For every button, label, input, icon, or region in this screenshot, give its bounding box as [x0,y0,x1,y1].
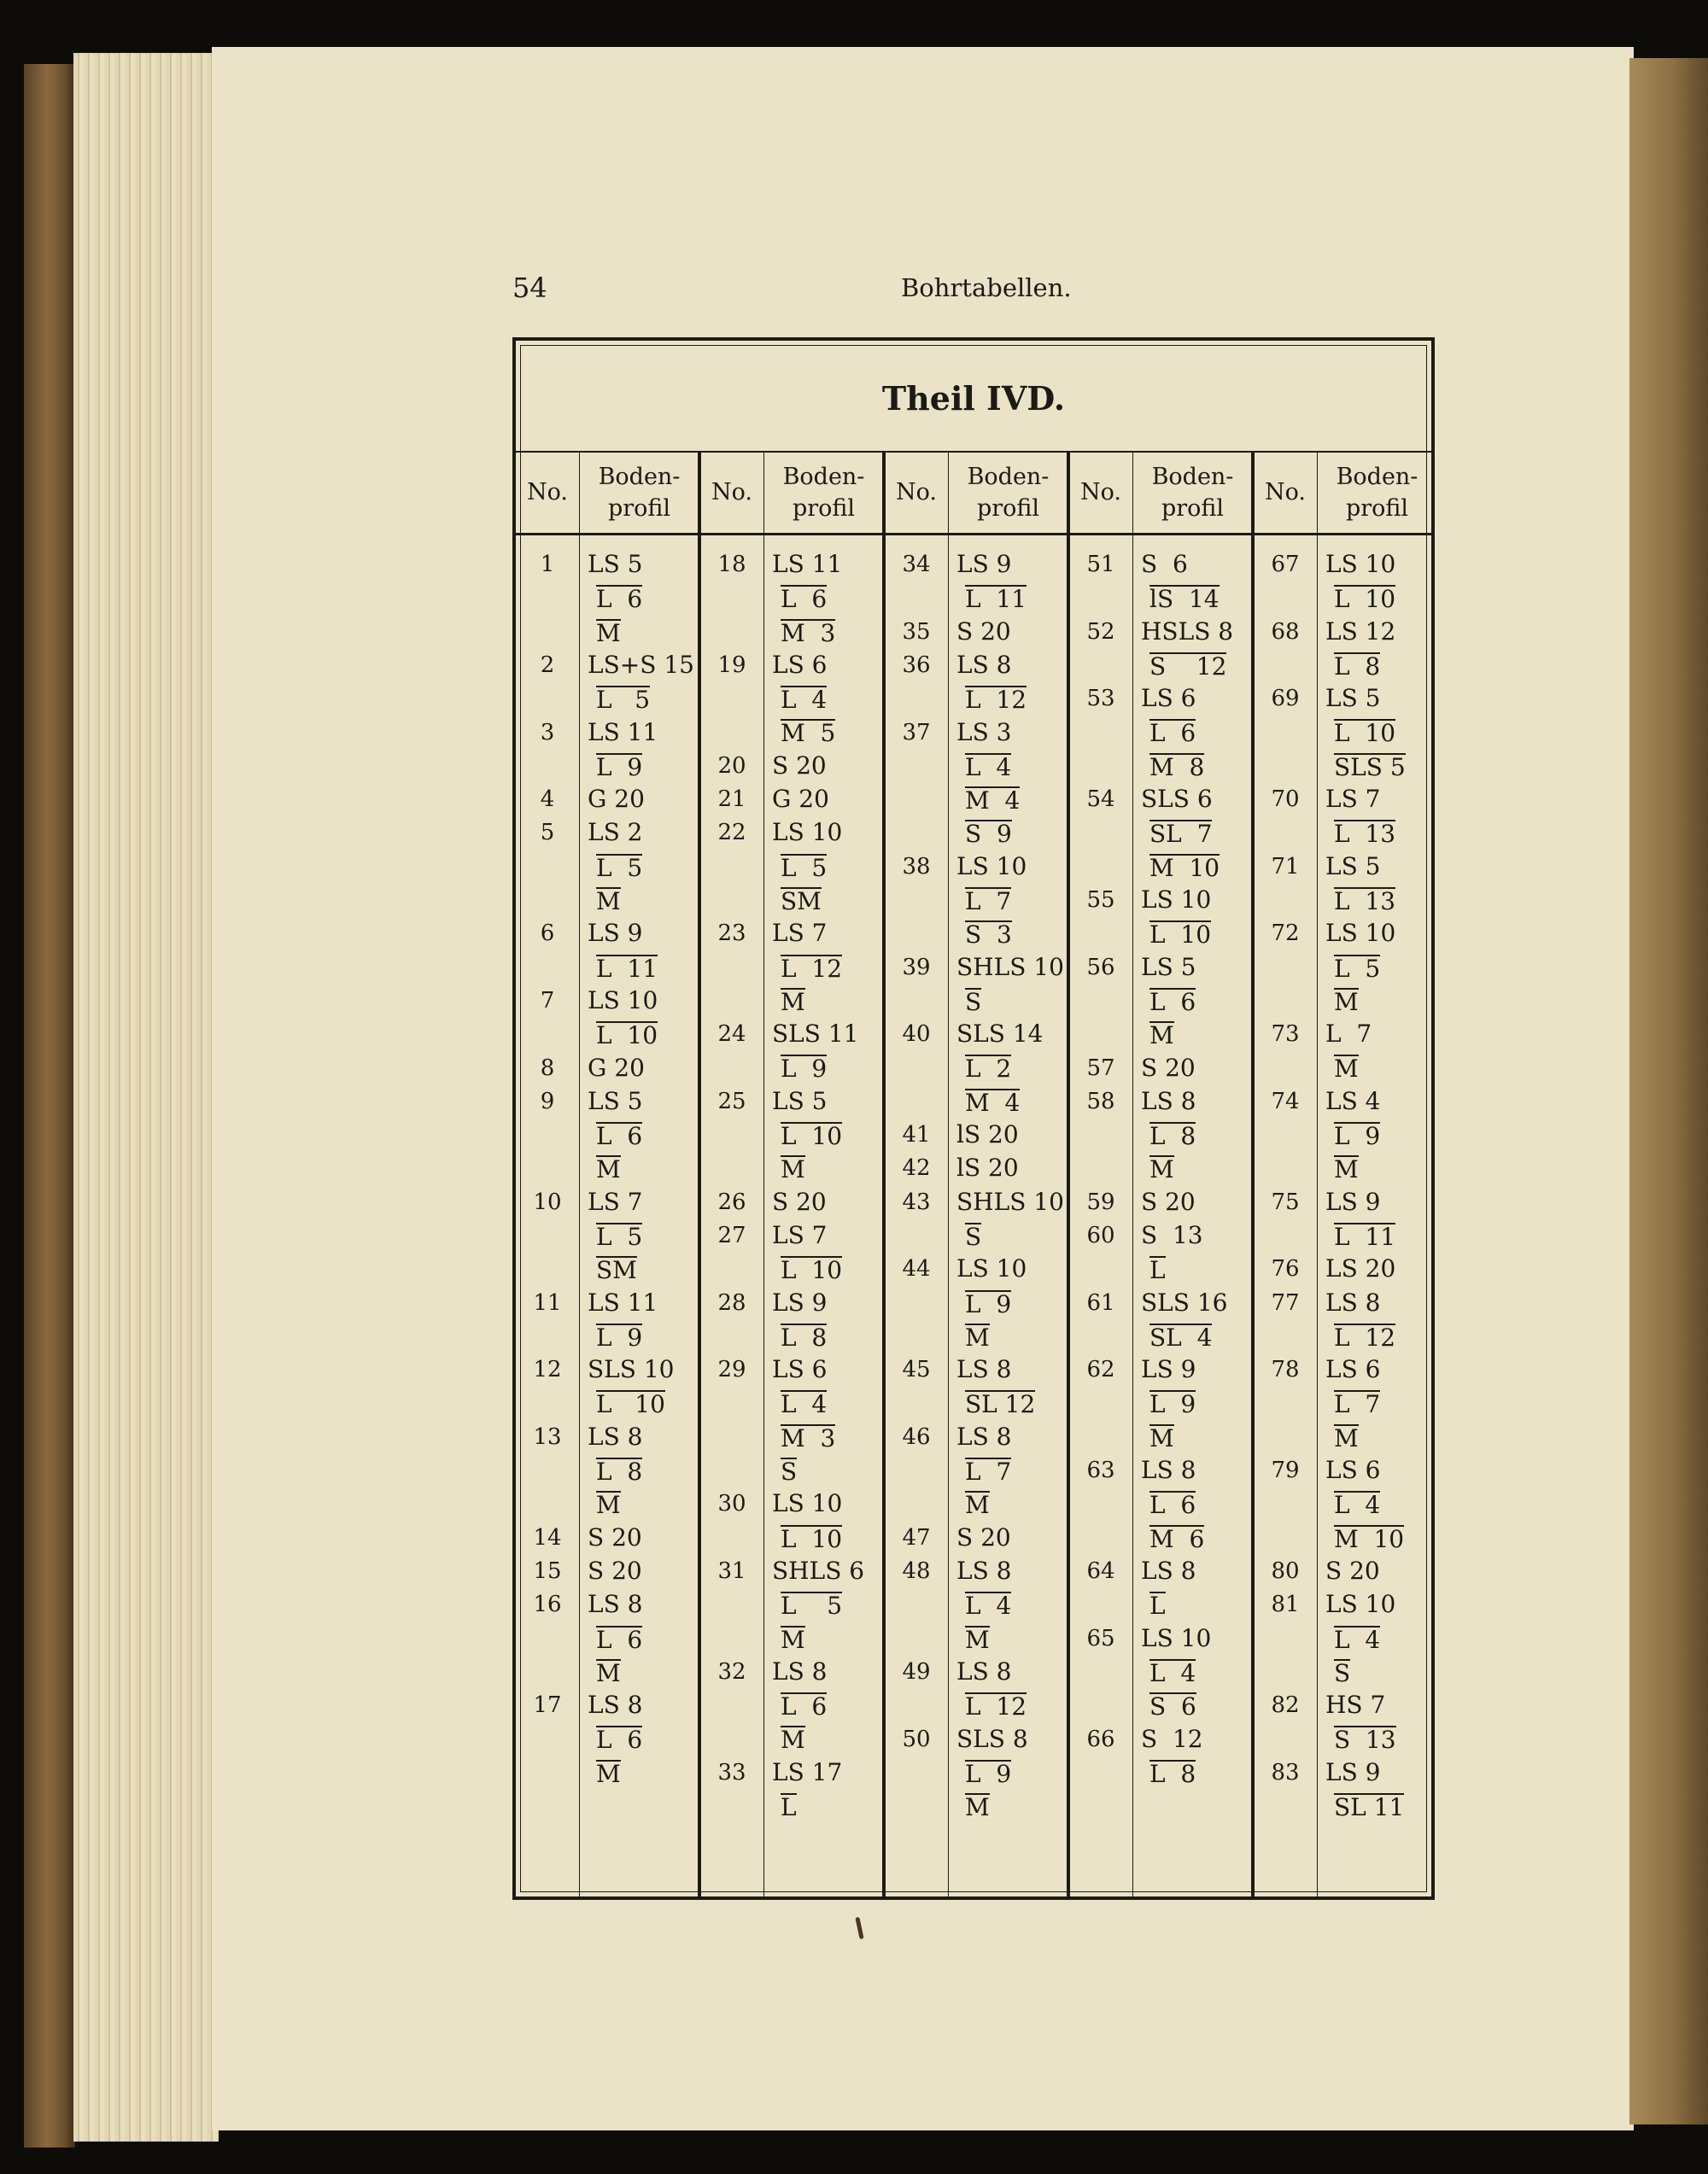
profile-layer: SHLS 10 [956,952,1064,981]
entry-number: 44 [902,1256,931,1283]
entry-number: 5 [540,820,555,846]
profile-layer: SM [781,886,822,915]
header-no: No. [896,479,937,506]
profile-layer: M 3 [781,618,836,647]
profile-layer: lS 20 [956,1154,1019,1183]
entry-number: 49 [902,1658,931,1685]
profile-layer: M [781,1625,805,1654]
entry-number: 75 [1271,1189,1300,1215]
profile-layer: L 12 [781,954,843,983]
profile-layer: SL 4 [1149,1323,1213,1352]
entry-number: 2 [540,652,555,678]
profile-layer: LS 10 [1141,885,1212,914]
profile-layer: M [596,618,621,647]
column-rule [1132,451,1133,1896]
profile-layer: L 11 [596,954,658,983]
profile-layer: LS 11 [588,1288,658,1317]
entry-number: 45 [902,1357,931,1383]
profile-layer: SLS 11 [772,1020,859,1049]
profile-layer: M [1149,1155,1174,1184]
entry-number: 47 [902,1524,931,1551]
profile-layer: L [1149,1256,1166,1285]
entry-number: 52 [1086,618,1115,645]
entry-number: 53 [1086,686,1115,712]
entry-number: 1 [540,552,555,577]
profile-layer: L 4 [965,752,1012,781]
profile-layer: S [1334,1658,1351,1687]
profile-layer: S 20 [1325,1557,1380,1585]
profile-layer: L 10 [781,1524,843,1553]
profile-layer: LS 9 [1325,1757,1381,1786]
profile-layer: L 8 [781,1323,828,1352]
entry-number: 11 [533,1289,562,1316]
profile-layer: L 13 [1334,820,1396,849]
book-spine [24,64,75,2148]
profile-layer: LS 10 [772,1489,843,1518]
profile-layer: SL 12 [965,1390,1036,1419]
profile-layer: M [965,1625,990,1654]
profile-layer: L 6 [1149,1491,1196,1520]
profile-layer: S 20 [588,1522,642,1552]
entry-number: 71 [1271,853,1300,880]
entry-number: 27 [717,1223,746,1248]
profile-layer: M [596,886,621,915]
profile-layer: S [781,1458,798,1487]
entry-number: 22 [717,820,746,846]
profile-layer: S 13 [1141,1221,1203,1249]
header-no: No. [527,479,568,506]
profile-layer: M 10 [1149,853,1220,882]
table-frame [512,337,1435,1900]
profile-layer: S 6 [1149,1692,1196,1721]
entry-number: 55 [1086,887,1115,913]
entry-number: 81 [1271,1592,1300,1618]
profile-layer: L 5 [596,686,651,715]
profile-layer: SLS 10 [588,1355,675,1384]
entry-number: 16 [533,1592,562,1618]
profile-layer: M [781,1726,805,1755]
profile-layer: L [1149,1592,1166,1621]
header-bodenprofil: Boden- profil [782,463,865,522]
profile-layer: G 20 [588,1053,645,1082]
entry-number: 74 [1271,1088,1300,1114]
profile-layer: L 5 [781,1592,843,1621]
entry-number: 14 [533,1524,562,1551]
entry-number: 78 [1271,1357,1300,1383]
profile-layer: LS 9 [772,1288,828,1317]
profile-layer: LS 5 [1325,851,1381,880]
profile-layer: L 6 [596,1726,643,1755]
entry-number: 32 [717,1658,746,1685]
profile-layer: L 7 [965,886,1012,915]
profile-layer: S 9 [965,820,1012,849]
profile-layer: L 7 [1325,1020,1372,1049]
entry-number: 80 [1271,1558,1300,1584]
profile-layer: L 4 [1334,1491,1381,1520]
profile-layer: L 6 [596,1122,643,1151]
entry-number: 82 [1271,1692,1300,1719]
profile-layer: M 5 [781,719,836,748]
profile-layer: LS 6 [772,650,828,679]
entry-number: 46 [902,1423,931,1450]
profile-layer: LS 6 [772,1355,828,1384]
profile-layer: LS 8 [588,1691,643,1720]
profile-layer: M [596,1759,621,1788]
profile-layer: L 10 [596,1390,665,1419]
profile-layer: M [965,1793,990,1822]
profile-layer: LS 8 [588,1422,643,1451]
entry-number: 56 [1086,954,1115,980]
profile-layer: lS 14 [1149,585,1220,614]
header-bodenprofil: Boden- profil [1336,463,1418,522]
profile-layer: L 10 [596,1021,658,1050]
entry-number: 30 [717,1491,746,1517]
profile-layer: L 4 [1149,1658,1196,1687]
entry-number: 17 [533,1692,562,1719]
profile-layer: LS 8 [1325,1288,1381,1317]
entry-number: 6 [540,920,555,947]
profile-layer: LS 5 [1141,952,1196,981]
profile-layer: L 13 [1334,886,1396,915]
profile-layer: M [1334,1423,1359,1452]
entry-number: 13 [533,1423,562,1450]
entry-number: 48 [902,1558,931,1584]
profile-layer: LS 6 [1325,1456,1381,1485]
profile-layer: LS 6 [1141,684,1196,713]
profile-layer: S 20 [1141,1187,1196,1216]
profile-layer: LS 5 [1325,684,1381,713]
entry-number: 58 [1086,1088,1115,1114]
header-no: No. [1080,479,1121,506]
adjacent-page-edge [1629,58,1708,2124]
profile-layer: L 10 [1334,585,1396,614]
profile-layer: LS 8 [1141,1086,1196,1115]
profile-layer: L 2 [965,1055,1012,1084]
entry-number: 73 [1271,1021,1300,1048]
entry-number: 64 [1086,1558,1115,1584]
entry-number: 79 [1271,1458,1300,1484]
profile-layer: SM [596,1256,637,1285]
profile-layer: lS 20 [956,1120,1019,1149]
profile-layer: SLS 6 [1141,785,1213,814]
profile-layer: LS 10 [1325,550,1396,578]
profile-layer: M 6 [1149,1524,1205,1553]
profile-layer: L 9 [596,752,643,781]
entry-number: 21 [717,786,746,813]
column-rule [1251,451,1255,1896]
profile-layer: LS 9 [588,919,643,948]
profile-layer: LS 8 [1141,1456,1196,1485]
profile-layer: G 20 [772,785,829,814]
profile-layer: L 11 [965,585,1027,614]
profile-layer: L 4 [781,1390,828,1419]
profile-layer: L [781,1793,797,1822]
entry-number: 35 [902,618,931,645]
header-no: No. [711,479,752,506]
profile-layer: LS 17 [772,1757,843,1786]
entry-number: 7 [540,987,555,1014]
entry-number: 12 [533,1357,562,1383]
profile-layer: LS 10 [1325,919,1396,948]
profile-layer: HS 7 [1325,1691,1386,1720]
profile-layer: M [965,1491,990,1520]
profile-layer: M [965,1323,990,1352]
profile-layer: LS 7 [772,919,828,948]
header-bodenprofil: Boden- profil [967,463,1050,522]
profile-layer: M 10 [1334,1524,1405,1553]
profile-layer: L 9 [781,1055,828,1084]
header-bodenprofil: Boden- profil [598,463,681,522]
profile-layer: S 20 [772,751,827,780]
profile-layer: SLS 14 [956,1020,1044,1049]
profile-layer: LS 8 [588,1590,643,1619]
entry-number: 61 [1086,1289,1115,1316]
profile-layer: L 10 [781,1122,843,1151]
profile-layer: HSLS 8 [1141,617,1234,646]
profile-layer: L 5 [596,1222,643,1251]
profile-layer: L 7 [965,1458,1012,1487]
profile-layer: L 4 [965,1592,1012,1621]
entry-number: 72 [1271,920,1300,947]
entry-number: 3 [540,719,555,745]
profile-layer: LS 7 [1325,785,1381,814]
profile-layer: L 5 [596,853,643,882]
profile-layer: LS+S 15 [588,650,694,679]
profile-layer: M [781,1155,805,1184]
profile-layer: L 12 [965,1692,1027,1721]
profile-layer: S [965,1222,982,1251]
column-rule [1317,451,1318,1896]
column-rule [763,451,764,1896]
running-head: Bohrtabellen. [901,273,1072,302]
profile-layer: M 4 [965,1088,1021,1117]
profile-layer: L 6 [596,585,643,614]
entry-number: 15 [533,1558,562,1584]
profile-layer: L 8 [1149,1122,1196,1151]
entry-number: 59 [1086,1189,1115,1215]
entry-number: 68 [1271,618,1300,645]
profile-layer: LS 8 [772,1657,828,1686]
entry-number: 76 [1271,1256,1300,1283]
entry-number: 70 [1271,786,1300,813]
profile-layer: L 6 [1149,987,1196,1016]
column-rule [579,451,580,1896]
header-bottom-rule [516,533,1431,535]
profile-layer: M [1334,1155,1359,1184]
profile-layer: LS 10 [956,1254,1027,1283]
profile-layer: S 12 [1141,1724,1203,1753]
profile-layer: M 8 [1149,752,1205,781]
profile-layer: LS 11 [588,717,658,746]
entry-number: 9 [540,1088,555,1114]
entry-number: 43 [902,1189,931,1215]
profile-layer: L 6 [781,1692,828,1721]
profile-layer: LS 20 [1325,1254,1396,1283]
profile-layer: M 3 [781,1423,836,1452]
profile-layer: SL 11 [1334,1793,1405,1822]
profile-layer: L 9 [596,1323,643,1352]
entry-number: 26 [717,1189,746,1215]
profile-layer: LS 8 [956,650,1012,679]
profile-layer: L 11 [1334,1222,1396,1251]
entry-number: 33 [717,1759,746,1785]
entry-number: 19 [717,652,746,678]
profile-layer: L 7 [1334,1390,1381,1419]
profile-layer: L 4 [781,686,828,715]
profile-layer: LS 10 [1325,1590,1396,1619]
profile-layer: LS 8 [956,1557,1012,1585]
entry-number: 37 [902,719,931,745]
entry-number: 24 [717,1021,746,1048]
profile-layer: L 9 [965,1289,1012,1318]
profile-layer: LS 10 [956,851,1027,880]
table-title: Theil IVD. [881,379,1066,418]
profile-layer: S 20 [956,617,1011,646]
entry-number: 57 [1086,1055,1115,1081]
entry-number: 51 [1086,552,1115,577]
entry-number: 25 [717,1088,746,1114]
entry-number: 36 [902,652,931,678]
profile-layer: S 13 [1334,1726,1396,1755]
entry-number: 4 [540,786,555,813]
profile-layer: LS 4 [1325,1086,1381,1115]
entry-number: 39 [902,954,931,980]
profile-layer: LS 7 [588,1187,643,1216]
profile-layer: S 20 [588,1557,642,1585]
entry-number: 83 [1271,1759,1300,1785]
entry-number: 20 [717,752,746,779]
profile-layer: L 10 [1149,920,1212,950]
header-bodenprofil: Boden- profil [1151,463,1234,522]
entry-number: 42 [902,1155,931,1182]
entry-number: 67 [1271,552,1300,577]
profile-layer: M [1149,1021,1174,1050]
profile-layer: LS 9 [1325,1187,1381,1216]
profile-layer: LS 10 [772,818,843,847]
profile-layer: S 20 [772,1187,827,1216]
profile-layer: LS 8 [1141,1557,1196,1585]
profile-layer: L 9 [1149,1390,1196,1419]
profile-layer: S 12 [1149,652,1227,681]
profile-layer: S 20 [956,1522,1011,1552]
profile-layer: L 8 [596,1458,643,1487]
profile-layer: L 6 [596,1625,643,1654]
entry-number: 23 [717,920,746,947]
profile-layer: SLS 8 [956,1724,1028,1753]
profile-layer: S 6 [1141,550,1188,578]
profile-layer: SLS 5 [1334,752,1406,781]
profile-layer: S 20 [1141,1053,1196,1082]
entry-number: 60 [1086,1223,1115,1248]
entry-number: 10 [533,1189,562,1215]
column-rule [948,451,949,1896]
page-number: 54 [512,272,547,304]
profile-layer: LS 9 [956,550,1012,578]
entry-number: 69 [1271,686,1300,712]
profile-layer: L 9 [1334,1122,1381,1151]
entry-number: 65 [1086,1625,1115,1651]
profile-layer: LS 10 [588,985,658,1014]
entry-number: 54 [1086,786,1115,813]
profile-layer: L 10 [1334,719,1396,748]
page-edges [73,53,219,2142]
profile-layer: LS 3 [956,717,1012,746]
profile-layer: LS 8 [956,1355,1012,1384]
profile-layer: M [1334,987,1359,1016]
entry-number: 62 [1086,1357,1115,1383]
entry-number: 8 [540,1055,555,1081]
profile-layer: M [781,987,805,1016]
profile-layer: M [596,1155,621,1184]
profile-layer: LS 6 [1325,1355,1381,1384]
entry-number: 41 [902,1122,931,1148]
profile-layer: M [596,1491,621,1520]
profile-layer: LS 5 [772,1086,828,1115]
profile-layer: L 12 [1334,1323,1396,1352]
profile-layer: L 5 [1334,954,1381,983]
profile-layer: L 5 [781,853,828,882]
profile-layer: LS 5 [588,550,643,578]
profile-layer: LS 8 [956,1657,1012,1686]
entry-number: 66 [1086,1726,1115,1752]
profile-layer: L 12 [965,686,1027,715]
entry-number: 28 [717,1289,746,1316]
profile-layer: LS 2 [588,818,643,847]
profile-layer: M [596,1658,621,1687]
profile-layer: G 20 [588,785,645,814]
header-no: No. [1265,479,1306,506]
profile-layer: LS 8 [956,1422,1012,1451]
entry-number: 31 [717,1558,746,1584]
profile-layer: S [965,987,982,1016]
profile-layer: LS 7 [772,1221,828,1249]
profile-layer: SHLS 6 [772,1557,865,1585]
profile-layer: S 3 [965,920,1012,950]
entry-number: 40 [902,1021,931,1048]
entry-number: 34 [902,552,931,577]
entry-number: 38 [902,853,931,880]
profile-layer: LS 9 [1141,1355,1196,1384]
profile-layer: L 6 [781,585,828,614]
profile-layer: L 4 [1334,1625,1381,1654]
profile-layer: LS 5 [588,1086,643,1115]
profile-layer: M 4 [965,786,1021,815]
column-rule [1067,451,1070,1896]
profile-layer: LS 12 [1325,617,1396,646]
profile-layer: L 6 [1149,719,1196,748]
entry-number: 29 [717,1357,746,1383]
profile-layer: L 8 [1334,652,1381,681]
entry-number: 63 [1086,1458,1115,1484]
profile-layer: L 10 [781,1256,843,1285]
profile-layer: LS 11 [772,550,843,578]
profile-layer: SLS 16 [1141,1288,1228,1317]
entry-number: 77 [1271,1289,1300,1316]
profile-layer: L 9 [965,1759,1012,1788]
profile-layer: SHLS 10 [956,1187,1064,1216]
entry-number: 50 [902,1726,931,1752]
profile-layer: L 8 [1149,1759,1196,1788]
profile-layer: M [1149,1423,1174,1452]
entry-number: 18 [717,552,746,577]
profile-layer: SL 7 [1149,820,1213,849]
profile-layer: M [1334,1055,1359,1084]
profile-layer: LS 10 [1141,1623,1212,1652]
